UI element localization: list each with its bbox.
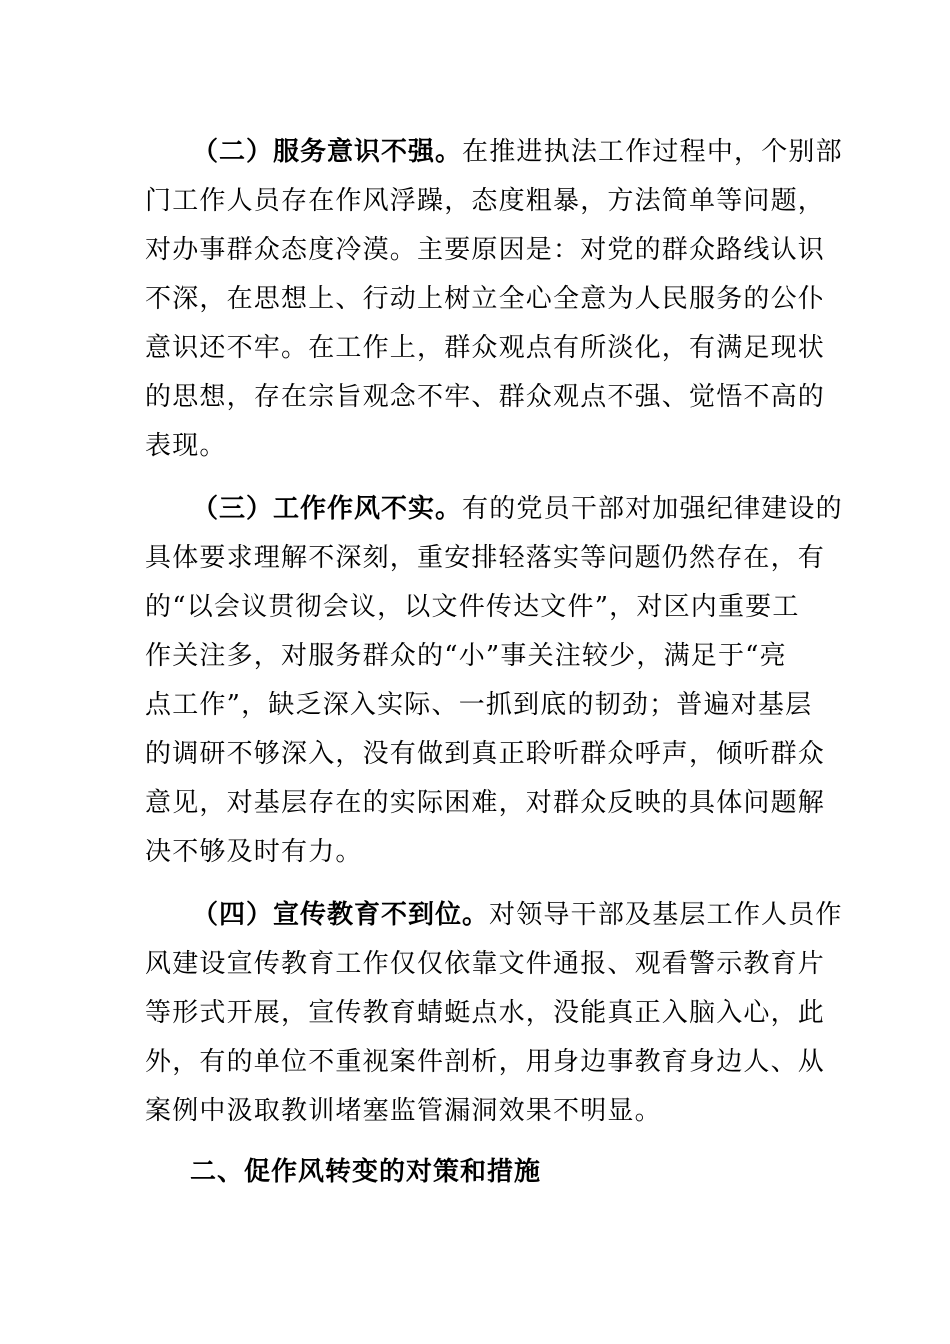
paragraph-san-line-4: 作关注多，对服务群众的“小”事关注较少，满足于“亮	[145, 641, 787, 671]
section-title: 二、促作风转变的对策和措施	[190, 1157, 542, 1187]
paragraph-er-first-line-text: 在推进执法工作过程中，个别部	[462, 137, 843, 167]
paragraph-er-line-4: 不深，在思想上、行动上树立全心全意为人民服务的公仆	[145, 284, 826, 314]
paragraph-san-line-2: 具体要求理解不深刻，重安排轻落实等问题仍然存在，有	[145, 543, 826, 573]
paragraph-san-line-5: 点工作”，缺乏深入实际、一抓到底的韧劲；普遍对基层	[145, 690, 813, 720]
paragraph-er-line-3: 对办事群众态度冷漠。主要原因是：对党的群众路线认识	[145, 235, 826, 265]
paragraph-si-line-2: 风建设宣传教育工作仅仅依靠文件通报、观看警示教育片	[145, 949, 826, 979]
paragraph-er-line-5: 意识还不牢。在工作上，群众观点有所淡化，有满足现状	[145, 333, 826, 363]
paragraph-si-line-3: 等形式开展，宣传教育蜻蜓点水，没能真正入脑入心，此	[145, 998, 826, 1028]
paragraph-san-line-3: 的“以会议贯彻会议，以文件传达文件”，对区内重要工	[145, 592, 800, 622]
paragraph-san-first-line-text: 有的党员干部对加强纪律建设的	[462, 494, 843, 524]
paragraph-er-heading: （二）服务意识不强。	[192, 137, 463, 167]
paragraph-er-line-7: 表现。	[145, 431, 227, 461]
paragraph-san-line-1	[192, 491, 852, 527]
paragraph-si-line-5: 案例中汲取教训堵塞监管漏洞效果不明显。	[145, 1096, 662, 1126]
paragraph-san-line-8: 决不够及时有力。	[145, 837, 363, 867]
paragraph-er-line-6: 的思想，存在宗旨观念不牢、群众观点不强、觉悟不高的	[145, 382, 826, 412]
paragraph-si-line-1	[192, 897, 852, 933]
paragraph-si-line-4: 外，有的单位不重视案件剖析，用身边事教育身边人、从	[145, 1047, 826, 1077]
paragraph-er-line-2: 门工作人员存在作风浮躁，态度粗暴，方法简单等问题，	[145, 186, 826, 216]
paragraph-san-line-6: 的调研不够深入，没有做到真正聆听群众呼声，倾听群众	[145, 739, 826, 769]
paragraph-si-heading: （四）宣传教育不到位。	[192, 900, 490, 930]
paragraph-san-line-7: 意见，对基层存在的实际困难，对群众反映的具体问题解	[145, 788, 826, 818]
paragraph-er-line-1	[192, 134, 852, 170]
paragraph-si-first-line-text: 对领导干部及基层工作人员作	[489, 900, 843, 930]
paragraph-san-heading: （三）工作作风不实。	[192, 494, 463, 524]
